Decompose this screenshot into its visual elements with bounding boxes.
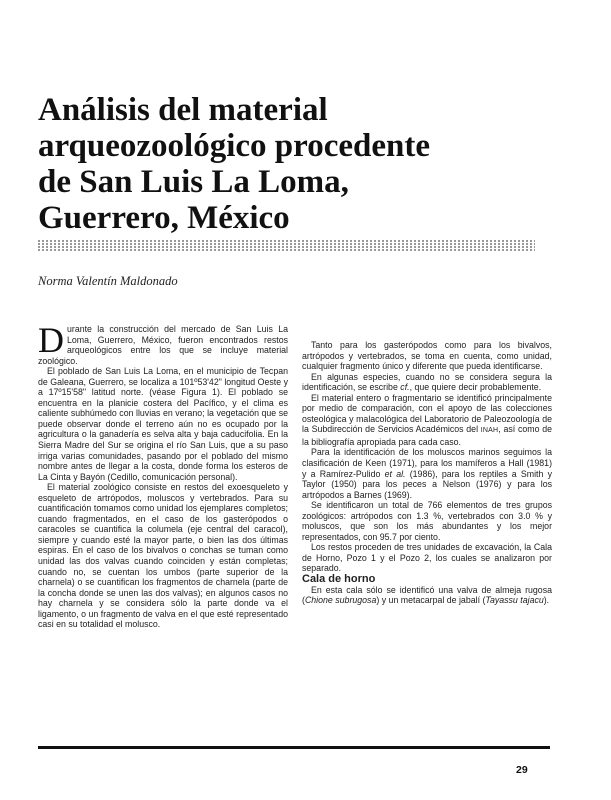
title-line: Análisis del material: [38, 92, 328, 128]
paragraph: En algunas especies, cuando no se considera segura la identificación, se escribe cf., que quiere decir probablemente.: [302, 371, 552, 393]
paragraph: El poblado de San Luis La Loma, en el municipio de Tecpan de Galeana, Guerrero, se localiza a 101º53'42" longitud Oeste y a 17º15'58" latitud norte. (véase Figura 1). El poblado se encuentra en la planicie costera del Pacífico, y el clima es caliente subhúmedo con lluvias en verano; la vegetación que se puede observar donde el terreno aún no es ocupado por la agricultura o la ganadería es selva alta y baja caducifolia. En la Sierra Madre del Sur se origina el río San Luis, que a su paso irriga varias comunidades, pasando por el poblado del mismo nombre antes de llegar a la costa, donde forma los esteros de La Cinta y Bayón (Cedillo, comunicación personal).: [38, 366, 288, 482]
paragraph: Durante la construcción del mercado de San Luis La Loma, Guerrero, México, fueron encontrados restos arqueológicos entre los que se incluye material zoológico.: [38, 320, 288, 366]
paragraph: Para la identificación de los moluscos marinos seguimos la clasificación de Keen (1971), para los mamíferos a Hall (1981) y a Ramírez-Pulido et al. (1986), para los reptiles a Smith y Taylor (1950) para los peces a Nelson (1976) y para los artrópodos a Barnes (1969).: [302, 447, 553, 500]
paragraph: Se identificaron un total de 766 elementos de tres grupos zoológicos: artrópodos con 1.3 %, vertebrados con 3.0 % y moluscos, que son los más abundantes y los mejor representados, con 95.7 por ciento.: [302, 500, 552, 542]
title-line: Guerrero, México: [38, 200, 290, 236]
page-number: 29: [516, 764, 528, 776]
left-column: [38, 320, 288, 630]
drop-cap: D: [38, 320, 64, 360]
title-line: arqueozoológico procedente: [38, 128, 430, 164]
article-title: [38, 92, 578, 236]
decorative-rule: [38, 240, 535, 252]
author-name: Norma Valentín Maldonado: [38, 274, 178, 288]
paragraph: El material entero o fragmentario se identificó principalmente por medio de comparación, con el apoyo de las colecciones osteológica y malacológica del Laboratorio de Paleozoología de la Subdirección de Servicios Académicos del INAH, así como de la bibliografía apropiada para cada caso.: [302, 392, 552, 447]
right-column: [302, 340, 552, 606]
paragraph: Tanto para los gasterópodos como para los bivalvos, artrópodos y vertebrados, se toma en cuenta, como unidad, cualquier fragmento único y diferente que pueda identificarse.: [302, 340, 552, 372]
paragraph: En esta cala sólo se identificó una valva de almeja rugosa (Chione subrugosa) y un metacarpal de jabalí (Tayassu tajacu).: [302, 584, 552, 606]
footer-rule: [38, 746, 550, 749]
section-heading: Cala de horno: [302, 573, 376, 586]
title-line: de San Luis La Loma,: [38, 164, 349, 200]
paragraph: Los restos proceden de tres unidades de excavación, la Cala de Horno, Pozo 1 y el Pozo 2, los cuales se analizaron por separado.: [302, 542, 552, 574]
paragraph: El material zoológico consiste en restos del exoesqueleto y esqueleto de artrópodos, moluscos y vertebrados. Para su cuantificación tomamos como unidad los ejemplares completos; cuando fragmentados, en el caso de los gasterópodos o caracoles se cuantifica la columela (eje central del caracol), siempre y cuando esté la mayor parte, o bien las dos últimas espiras. En el caso de los bivalvos o conchas se tuman como unidad las dos valvas cuando coinciden y están completas; cuando no, se cuentan los umbos (parte superior de la charnela) o se cuantifican los fragmentos de charnela (parte de la concha donde se unen las dos valvas); en algunos casos no hay charnela y se considera sólo la parte donde va el ligamento, o un fragmento de valva en el que esté representado casi en su totalidad el molusco.: [38, 482, 288, 630]
